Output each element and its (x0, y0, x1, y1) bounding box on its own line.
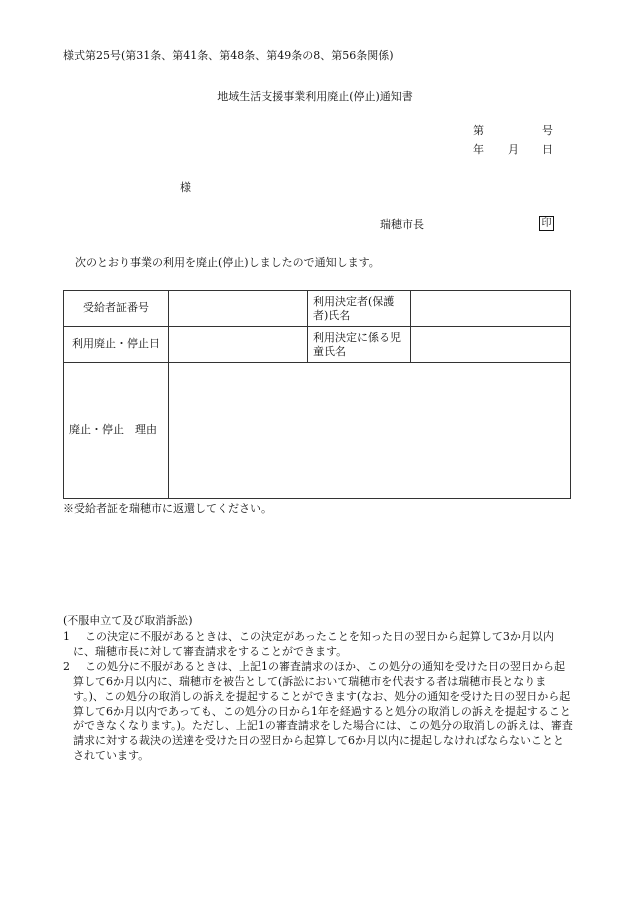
reason-value (169, 363, 571, 499)
appeal-item-2 (63, 660, 573, 764)
table-row (64, 291, 571, 327)
form-number: 様式第25号(第31条、第41条、第48条、第49条の8、第56条関係) (63, 49, 394, 62)
end-date-label: 利用廃止・停止日 (64, 327, 169, 363)
info-table (63, 290, 571, 499)
number-suffix: 号 (542, 124, 553, 137)
appeal-item-text: この処分に不服があるときは、上記1の審査請求のほか、この処分の通知を受けた日の翌日から起算して6か月以内に、瑞穂市を被告として(訴訟において瑞穂市を代表する者は瑞穂市長となります。)、この処分の取消しの訴えを提起することができます(なお、処分の通知を受けた日の翌日から起算して6か月以内であっても、この処分の日から1年を経過すると処分の取消しの訴えを提起することができなくなります。)。ただし、上記1の審査請求をした場合には、この処分の取消しの訴えは、審査請求に対する裁決の送達を受けた日の翌日から起算して6か月以内に提起しなければならないこととされています。 (73, 660, 573, 763)
table-row (64, 363, 571, 499)
recipient-cert-value (169, 291, 308, 327)
appeal-item-number: 1 (63, 630, 70, 643)
return-note: ※受給者証を瑞穂市に返還してください。 (63, 502, 272, 515)
reason-label: 廃止・停止 理由 (64, 363, 169, 499)
seal-mark: 印 (539, 216, 554, 231)
child-name-label: 利用決定に係る児童氏名 (308, 327, 411, 363)
issuer-name: 瑞穂市長 (380, 218, 424, 231)
number-label: 第 (473, 124, 484, 137)
appeal-heading: (不服申立て及び取消訴訟) (63, 614, 193, 627)
appeal-item-text: この決定に不服があるときは、この決定があったことを知った日の翌日から起算して3か月以内に、瑞穂市長に対して審査請求をすることができます。 (73, 630, 554, 658)
appeal-item-number: 2 (63, 660, 70, 673)
recipient-cert-label: 受給者証番号 (64, 291, 169, 327)
date-month-label: 月 (508, 143, 519, 156)
appeal-item-1 (63, 630, 573, 660)
child-name-value (411, 327, 571, 363)
table-row (64, 327, 571, 363)
document-title: 地域生活支援事業利用廃止(停止)通知書 (217, 90, 413, 103)
end-date-value (169, 327, 308, 363)
date-day-label: 日 (542, 143, 553, 156)
addressee-honorific: 様 (180, 181, 191, 194)
date-year-label: 年 (473, 143, 484, 156)
decision-person-label: 利用決定者(保護者)氏名 (308, 291, 411, 327)
intro-text: 次のとおり事業の利用を廃止(停止)しましたので通知します。 (75, 256, 380, 269)
decision-person-value (411, 291, 571, 327)
